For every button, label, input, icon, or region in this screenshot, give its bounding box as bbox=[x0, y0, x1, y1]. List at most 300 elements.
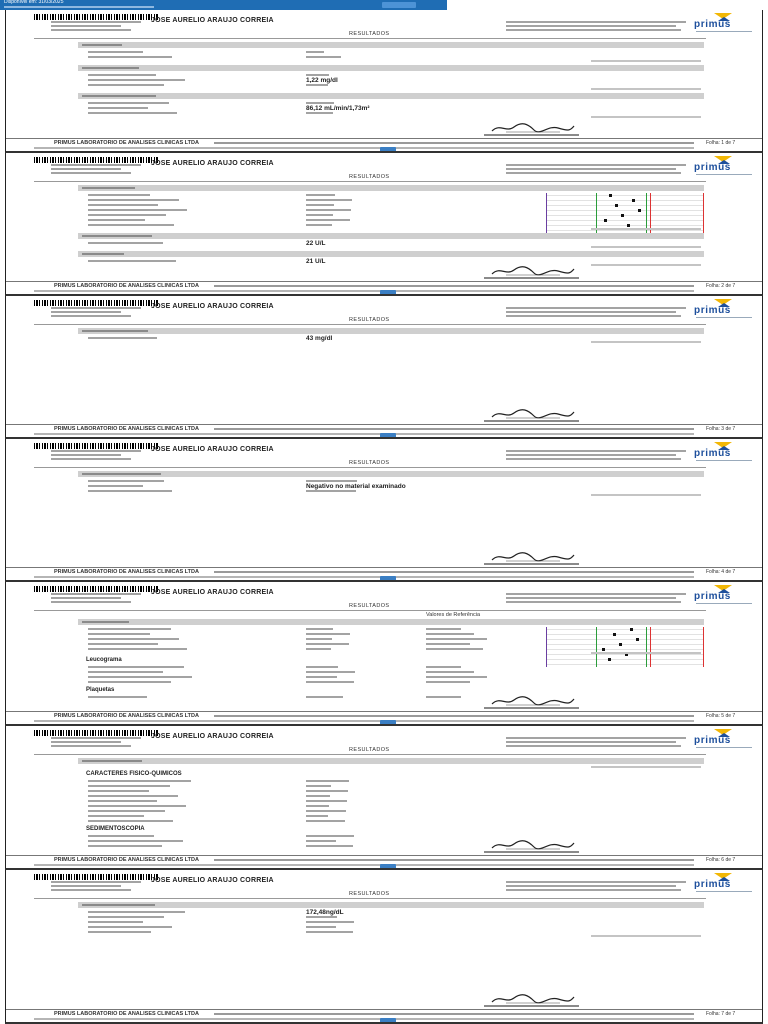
patient-name: JOSE AURELIO ARAUJO CORREIA bbox=[151, 17, 274, 24]
footer-text: PRIMUS LABORATORIO DE ANALISES CLINICAS LTDA bbox=[54, 140, 199, 146]
result-value: 1,22 mg/dl bbox=[306, 77, 338, 84]
illegible-text bbox=[426, 676, 487, 678]
illegible-text bbox=[88, 102, 169, 104]
illegible-text bbox=[88, 845, 162, 847]
illegible-text bbox=[88, 805, 186, 807]
illegible-text bbox=[426, 638, 487, 640]
footer-text: PRIMUS LABORATORIO DE ANALISES CLINICAS LTDA bbox=[54, 713, 199, 719]
illegible-text bbox=[306, 628, 333, 630]
result-marker bbox=[604, 219, 607, 222]
illegible-text bbox=[88, 633, 150, 635]
illegible-text bbox=[484, 1005, 579, 1007]
illegible-text bbox=[591, 88, 701, 90]
footer-text: PRIMUS LABORATORIO DE ANALISES CLINICAS LTDA bbox=[54, 857, 199, 863]
illegible-text bbox=[214, 142, 694, 144]
illegible-text bbox=[88, 480, 164, 482]
result-marker bbox=[615, 204, 618, 207]
logo-text: primus bbox=[694, 735, 731, 746]
illegible-text bbox=[88, 676, 192, 678]
results-heading: RESULTADOS bbox=[349, 317, 390, 323]
illegible-text bbox=[306, 194, 335, 196]
sheet-label: Folha: 2 de 7 bbox=[706, 283, 736, 289]
illegible-text bbox=[88, 780, 191, 782]
illegible-text bbox=[51, 885, 121, 887]
patient-name: JOSE AURELIO ARAUJO CORREIA bbox=[151, 303, 274, 310]
results-heading: RESULTADOS bbox=[349, 31, 390, 37]
illegible-text bbox=[82, 67, 139, 69]
section-subheading: CARACTERES FISICO-QUIMICOS bbox=[86, 771, 182, 777]
panel-line bbox=[703, 627, 704, 667]
illegible-text bbox=[506, 172, 681, 174]
panel-row-line bbox=[546, 634, 704, 635]
illegible-text bbox=[88, 194, 150, 196]
illegible-text bbox=[88, 643, 158, 645]
panel-line bbox=[650, 627, 651, 667]
illegible-text bbox=[506, 25, 676, 27]
section-header bbox=[78, 758, 704, 764]
footer-rule bbox=[6, 138, 762, 139]
sheet-label: Folha: 5 de 7 bbox=[706, 713, 736, 719]
illegible-text bbox=[88, 74, 156, 76]
signature bbox=[488, 550, 578, 562]
report-page bbox=[5, 153, 763, 296]
illegible-text bbox=[88, 242, 163, 244]
illegible-text bbox=[88, 785, 170, 787]
illegible-text bbox=[306, 795, 330, 797]
reference-heading: Valores de Referência bbox=[426, 612, 481, 618]
illegible-text bbox=[51, 21, 141, 23]
footer-rule bbox=[6, 281, 762, 282]
illegible-text bbox=[506, 454, 676, 456]
header-rule bbox=[34, 898, 706, 899]
illegible-text bbox=[34, 720, 694, 722]
illegible-text bbox=[88, 681, 171, 683]
signature bbox=[488, 838, 578, 850]
illegible-text bbox=[51, 593, 141, 595]
section-header bbox=[78, 619, 704, 625]
illegible-text bbox=[34, 433, 694, 435]
illegible-text bbox=[506, 885, 676, 887]
reference-range-panel bbox=[546, 627, 704, 667]
illegible-text bbox=[214, 1013, 694, 1015]
illegible-text bbox=[306, 209, 351, 211]
illegible-text bbox=[34, 147, 694, 149]
panel-row-line bbox=[546, 220, 704, 221]
illegible-text bbox=[306, 696, 343, 698]
illegible-text bbox=[306, 790, 348, 792]
illegible-text bbox=[82, 253, 124, 255]
signature-scribble bbox=[488, 993, 578, 1005]
page-nav-tab[interactable] bbox=[380, 433, 396, 438]
illegible-text bbox=[82, 473, 161, 475]
results-heading: RESULTADOS bbox=[349, 747, 390, 753]
illegible-text bbox=[426, 648, 483, 650]
illegible-text bbox=[306, 810, 346, 812]
lab-logo bbox=[688, 585, 760, 605]
illegible-text bbox=[88, 628, 171, 630]
illegible-text bbox=[51, 737, 141, 739]
illegible-text bbox=[506, 311, 676, 313]
illegible-text bbox=[88, 800, 157, 802]
sheet-label: Folha: 1 de 7 bbox=[706, 140, 736, 146]
illegible-text bbox=[306, 681, 354, 683]
result-marker bbox=[609, 194, 612, 197]
panel-row-line bbox=[546, 649, 704, 650]
illegible-text bbox=[506, 168, 676, 170]
illegible-text bbox=[591, 60, 701, 62]
page-nav-tab[interactable] bbox=[380, 147, 396, 152]
illegible-text bbox=[696, 891, 752, 892]
illegible-text bbox=[306, 224, 332, 226]
report-page bbox=[5, 726, 763, 870]
footer-rule bbox=[6, 424, 762, 425]
page-nav-tab[interactable] bbox=[380, 864, 396, 869]
illegible-text bbox=[306, 633, 350, 635]
section-header bbox=[78, 233, 704, 239]
footer-text: PRIMUS LABORATORIO DE ANALISES CLINICAS LTDA bbox=[54, 1011, 199, 1017]
illegible-text bbox=[88, 214, 166, 216]
illegible-text bbox=[426, 666, 461, 668]
footer-text: PRIMUS LABORATORIO DE ANALISES CLINICAS LTDA bbox=[54, 283, 199, 289]
barcode bbox=[34, 730, 159, 736]
barcode bbox=[34, 874, 159, 880]
illegible-text bbox=[506, 164, 686, 166]
illegible-text bbox=[591, 341, 701, 343]
illegible-text bbox=[696, 31, 752, 32]
result-value: 21 U/L bbox=[306, 258, 326, 265]
illegible-text bbox=[484, 277, 579, 279]
logo-text: primus bbox=[694, 162, 731, 173]
footer-rule bbox=[6, 1009, 762, 1010]
illegible-text bbox=[214, 859, 694, 861]
section-header bbox=[78, 471, 704, 477]
barcode bbox=[34, 157, 159, 163]
illegible-text bbox=[426, 633, 474, 635]
illegible-text bbox=[696, 174, 752, 175]
panel-line bbox=[596, 627, 597, 667]
panel-row-line bbox=[546, 664, 704, 665]
result-marker bbox=[602, 648, 605, 651]
illegible-text bbox=[696, 747, 752, 748]
illegible-text bbox=[306, 199, 352, 201]
page-nav-tab[interactable] bbox=[380, 576, 396, 581]
illegible-text bbox=[51, 601, 131, 603]
section-header bbox=[78, 328, 704, 334]
illegible-text bbox=[88, 921, 143, 923]
illegible-text bbox=[88, 931, 151, 933]
illegible-text bbox=[88, 56, 172, 58]
barcode bbox=[34, 300, 159, 306]
header-rule bbox=[34, 181, 706, 182]
lab-logo bbox=[688, 299, 760, 319]
illegible-text bbox=[51, 745, 131, 747]
panel-row-line bbox=[546, 195, 704, 196]
illegible-text bbox=[214, 285, 694, 287]
illegible-text bbox=[506, 601, 681, 603]
panel-line bbox=[546, 627, 547, 667]
panel-row-line bbox=[546, 225, 704, 226]
signature bbox=[488, 992, 578, 1004]
section-header bbox=[78, 251, 704, 257]
illegible-text bbox=[88, 666, 184, 668]
signature-scribble bbox=[488, 265, 578, 277]
illegible-text bbox=[506, 21, 686, 23]
illegible-text bbox=[484, 707, 579, 709]
illegible-text bbox=[51, 741, 121, 743]
illegible-text bbox=[34, 864, 694, 866]
illegible-text bbox=[306, 916, 337, 918]
lab-logo bbox=[688, 156, 760, 176]
illegible-text bbox=[214, 571, 694, 573]
illegible-text bbox=[306, 204, 334, 206]
illegible-text bbox=[88, 810, 165, 812]
report-page bbox=[5, 10, 763, 153]
illegible-text bbox=[506, 745, 681, 747]
panel-row-line bbox=[546, 205, 704, 206]
panel-line bbox=[596, 193, 597, 233]
illegible-text bbox=[506, 307, 686, 309]
illegible-text bbox=[306, 56, 341, 58]
illegible-text bbox=[88, 638, 179, 640]
illegible-text bbox=[88, 671, 163, 673]
illegible-text bbox=[484, 420, 579, 422]
illegible-text bbox=[51, 307, 141, 309]
illegible-text bbox=[306, 840, 336, 842]
signature-scribble bbox=[488, 408, 578, 420]
report-page bbox=[5, 439, 763, 582]
illegible-text bbox=[426, 696, 461, 698]
logo-text: primus bbox=[694, 591, 731, 602]
illegible-text bbox=[34, 576, 694, 578]
illegible-text bbox=[88, 648, 187, 650]
availability-banner: Disponível em: 31/03/2025 bbox=[4, 0, 64, 5]
patient-name: JOSE AURELIO ARAUJO CORREIA bbox=[151, 160, 274, 167]
illegible-text bbox=[51, 450, 141, 452]
result-marker bbox=[608, 658, 611, 661]
section-header bbox=[78, 42, 704, 48]
header-rule bbox=[34, 467, 706, 468]
illegible-text bbox=[88, 224, 174, 226]
illegible-text bbox=[306, 805, 329, 807]
illegible-text bbox=[306, 219, 350, 221]
illegible-text bbox=[51, 889, 131, 891]
patient-name: JOSE AURELIO ARAUJO CORREIA bbox=[151, 589, 274, 596]
illegible-text bbox=[306, 676, 337, 678]
illegible-text bbox=[51, 315, 131, 317]
sheet-label: Folha: 6 de 7 bbox=[706, 857, 736, 863]
panel-row-line bbox=[546, 639, 704, 640]
panel-line bbox=[546, 193, 547, 233]
footer-text: PRIMUS LABORATORIO DE ANALISES CLINICAS LTDA bbox=[54, 426, 199, 432]
signature bbox=[488, 407, 578, 419]
illegible-text bbox=[306, 51, 324, 53]
header-rule bbox=[34, 610, 706, 611]
illegible-text bbox=[306, 490, 356, 492]
illegible-text bbox=[306, 112, 333, 114]
result-value: 172,48ng/dL bbox=[306, 909, 344, 916]
illegible-text bbox=[506, 741, 676, 743]
illegible-text bbox=[591, 766, 701, 768]
result-marker bbox=[638, 209, 641, 212]
illegible-text bbox=[506, 889, 681, 891]
panel-line bbox=[703, 193, 704, 233]
illegible-text bbox=[51, 29, 131, 31]
illegible-text bbox=[34, 290, 694, 292]
logo-text: primus bbox=[694, 305, 731, 316]
illegible-text bbox=[306, 638, 332, 640]
page-nav-tab[interactable] bbox=[380, 1018, 396, 1023]
header-rule bbox=[34, 754, 706, 755]
patient-name: JOSE AURELIO ARAUJO CORREIA bbox=[151, 733, 274, 740]
illegible-text bbox=[426, 671, 474, 673]
signature bbox=[488, 264, 578, 276]
illegible-text bbox=[51, 454, 121, 456]
sheet-label: Folha: 7 de 7 bbox=[706, 1011, 736, 1017]
illegible-text bbox=[51, 881, 141, 883]
illegible-text bbox=[306, 926, 336, 928]
logo-text: primus bbox=[694, 448, 731, 459]
panel-row-line bbox=[546, 215, 704, 216]
illegible-text bbox=[82, 760, 142, 762]
illegible-text bbox=[51, 458, 131, 460]
section-header bbox=[78, 93, 704, 99]
illegible-text bbox=[306, 921, 354, 923]
patient-name: JOSE AURELIO ARAUJO CORREIA bbox=[151, 877, 274, 884]
illegible-text bbox=[82, 235, 152, 237]
illegible-text bbox=[82, 44, 122, 46]
illegible-text bbox=[591, 935, 701, 937]
page-nav-tab[interactable] bbox=[380, 290, 396, 295]
sheet-label: Folha: 4 de 7 bbox=[706, 569, 736, 575]
section-subheading: Plaquetas bbox=[86, 687, 115, 693]
illegible-text bbox=[88, 790, 149, 792]
panel-row-line bbox=[546, 230, 704, 231]
illegible-text bbox=[306, 820, 345, 822]
patient-name: JOSE AURELIO ARAUJO CORREIA bbox=[151, 446, 274, 453]
header-rule bbox=[34, 324, 706, 325]
logo-text: primus bbox=[694, 19, 731, 30]
illegible-text bbox=[306, 214, 333, 216]
illegible-text bbox=[426, 681, 470, 683]
illegible-text bbox=[484, 563, 579, 565]
illegible-text bbox=[51, 25, 121, 27]
signature-scribble bbox=[488, 839, 578, 851]
illegible-text bbox=[591, 228, 701, 230]
illegible-text bbox=[506, 458, 681, 460]
report-page bbox=[5, 582, 763, 726]
illegible-text bbox=[88, 490, 172, 492]
lab-logo bbox=[688, 873, 760, 893]
illegible-text bbox=[426, 643, 470, 645]
signature bbox=[488, 121, 578, 133]
result-marker bbox=[613, 633, 616, 636]
illegible-text bbox=[591, 264, 701, 266]
illegible-text bbox=[306, 780, 349, 782]
lab-logo bbox=[688, 442, 760, 462]
header-rule bbox=[34, 38, 706, 39]
illegible-text bbox=[506, 737, 686, 739]
barcode bbox=[34, 586, 159, 592]
results-heading: RESULTADOS bbox=[349, 460, 390, 466]
panel-row-line bbox=[546, 659, 704, 660]
result-marker bbox=[636, 638, 639, 641]
signature bbox=[488, 694, 578, 706]
illegible-text bbox=[214, 715, 694, 717]
illegible-text bbox=[82, 904, 155, 906]
page-nav-tab[interactable] bbox=[380, 720, 396, 725]
panel-line bbox=[646, 627, 647, 667]
illegible-text bbox=[306, 931, 353, 933]
panel-line bbox=[650, 193, 651, 233]
logo-text: primus bbox=[694, 879, 731, 890]
illegible-text bbox=[696, 317, 752, 318]
illegible-text bbox=[88, 199, 179, 201]
illegible-text bbox=[88, 84, 164, 86]
illegible-text bbox=[88, 696, 147, 698]
illegible-text bbox=[591, 116, 701, 118]
illegible-text bbox=[696, 460, 752, 461]
results-heading: RESULTADOS bbox=[349, 891, 390, 897]
panel-row-line bbox=[546, 200, 704, 201]
illegible-text bbox=[88, 219, 145, 221]
results-heading: RESULTADOS bbox=[349, 603, 390, 609]
illegible-text bbox=[51, 172, 131, 174]
section-header bbox=[78, 902, 704, 908]
illegible-text bbox=[506, 593, 686, 595]
illegible-text bbox=[306, 84, 328, 86]
signature-scribble bbox=[488, 122, 578, 134]
result-value: 86,12 mL/min/1,73m² bbox=[306, 105, 370, 112]
illegible-text bbox=[88, 926, 172, 928]
section-header bbox=[78, 65, 704, 71]
barcode bbox=[34, 443, 159, 449]
illegible-text bbox=[88, 209, 187, 211]
illegible-text bbox=[306, 835, 354, 837]
illegible-text bbox=[306, 643, 349, 645]
illegible-text bbox=[82, 621, 129, 623]
illegible-text bbox=[506, 881, 686, 883]
lab-logo bbox=[688, 729, 760, 749]
result-value: 43 mg/dl bbox=[306, 335, 333, 342]
illegible-text bbox=[306, 102, 334, 104]
section-subheading: SEDIMENTOSCOPIA bbox=[86, 826, 145, 832]
illegible-text bbox=[306, 785, 331, 787]
illegible-text bbox=[88, 112, 177, 114]
lab-logo bbox=[688, 13, 760, 33]
illegible-text bbox=[88, 820, 173, 822]
footer-rule bbox=[6, 855, 762, 856]
result-marker bbox=[632, 199, 635, 202]
illegible-text bbox=[82, 330, 148, 332]
illegible-text bbox=[88, 815, 144, 817]
illegible-text bbox=[88, 337, 157, 339]
illegible-text bbox=[88, 911, 185, 913]
illegible-text bbox=[506, 29, 681, 31]
report-page bbox=[5, 296, 763, 439]
panel-line bbox=[646, 193, 647, 233]
illegible-text bbox=[214, 428, 694, 430]
illegible-text bbox=[696, 603, 752, 604]
illegible-text bbox=[88, 485, 143, 487]
result-marker bbox=[621, 214, 624, 217]
illegible-text bbox=[506, 450, 686, 452]
illegible-text bbox=[82, 95, 156, 97]
illegible-text bbox=[51, 311, 121, 313]
illegible-text bbox=[88, 107, 148, 109]
signature-scribble bbox=[488, 551, 578, 563]
panel-row-line bbox=[546, 644, 704, 645]
illegible-text bbox=[306, 74, 329, 76]
